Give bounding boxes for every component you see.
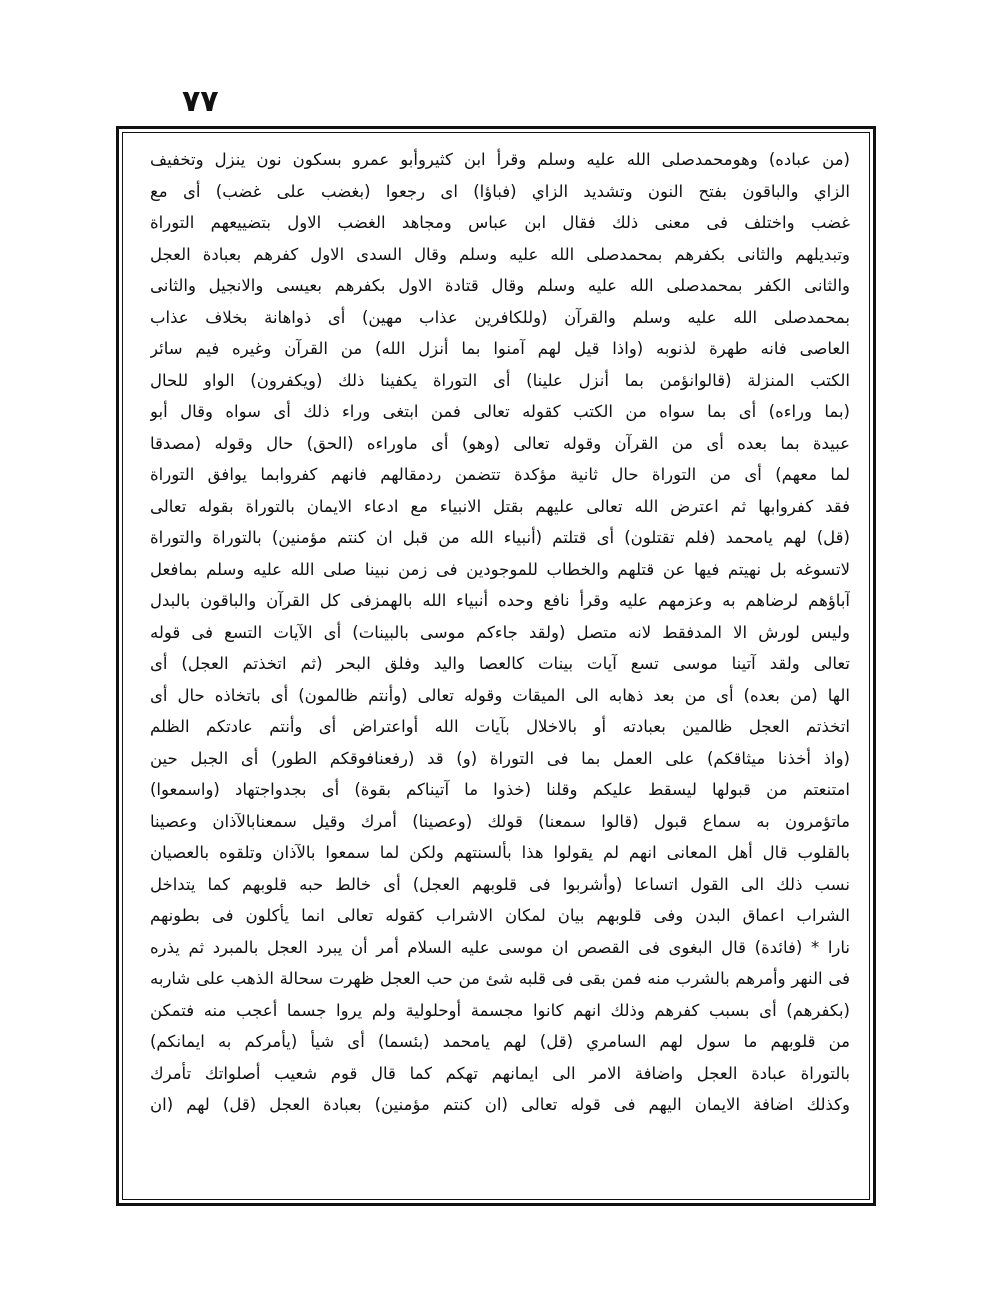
text-line: عبيدة بما بعده أى من القرآن وقوله تعالى (وهو) أى ماوراءه (الحق) حال وقوله (مصدقا [150, 433, 850, 453]
text-line: (بما وراءه) أى بما سواه من الكتب كقوله تعالى فمن ابتغى وراء ذلك أى سواه وقال أبو [150, 402, 850, 421]
text-line: بمحمدصلى الله عليه وسلم والقرآن (وللكافرين عذاب مهين) أى ذواهانة بخلاف عذاب [150, 307, 850, 327]
text-line: العاصى فانه طهرة لذنوبه (واذا قيل لهم آمنوا بما أنزل الله) من القرآن وغيره فيم سائر [150, 339, 850, 358]
text-line: تعالى ولقد آتينا موسى تسع آيات بينات كالعصا واليد وفلق البحر (ثم اتخذتم العجل) أى [150, 654, 850, 673]
text-line: لاتسوغه بل نهيتم فيها عن قتلهم والخطاب للموجودين فى زمن نبينا صلى الله عليه وسلم بمافعل [150, 559, 850, 579]
text-line: (قل) لهم يامحمد (فلم تقتلون) أى قتلتم (أنبياء الله من قبل ان كنتم مؤمنين) بالتوراة والتوراة [150, 528, 850, 547]
text-line: اتخذتم العجل ظالمين بعبادته أو بالاخلال بآيات الله أواعتراض أى وأنتم عادتكم الظلم [150, 717, 850, 736]
text-line: (واذ أخذنا ميثاقكم) على العمل بما فى التوراة (و) قد (رفعنافوقكم الطور) أى الجبل حين [150, 748, 850, 768]
text-line: (من عباده) وهومحمدصلى الله عليه وسلم وقرأ ابن كثيروأبو عمرو بسكون نون ينزل وتخفيف [150, 150, 850, 169]
text-line: الشراب اعماق البدن وفى قلوبهم بيان لمكان الاشراب كقوله تعالى انما يأكلون فى بطونهم [150, 906, 850, 925]
text-line: وليس لورش الا المدفقط لانه متصل (ولقد جاءكم موسى بالبينات) أى الآيات التسع فى قوله [150, 622, 850, 642]
text-line: الكتب المنزلة (قالوانؤمن بما أنزل علينا) أى التوراة يكفينا ذلك (ويكفرون) الواو للحال [150, 370, 850, 390]
page-number: ٧٧ [182, 84, 219, 119]
text-line: بالقلوب قال أهل المعانى انهم لم يقولوا هذا بألسنتهم ولكن لما سمعوا بالآذان وتلقوه بالعصيان [150, 843, 850, 862]
text-line: فى النهر وأمرهم بالشرب منه فمن بقى فى قلبه شئ من حب العجل ظهرت سحالة الذهب على شاربه [150, 969, 850, 988]
text-line: (بكفرهم) أى بسبب كفرهم وذلك انهم كانوا مجسمة أوحلولية ولم يروا جسما أعجب منه فتمكن [150, 1000, 850, 1020]
text-line: غضب واختلف فى معنى ذلك فقال ابن عباس ومجاهد الغضب الاول بتضييعهم التوراة [150, 213, 850, 232]
text-line: آباؤهم لرضاهم به وعزمهم عليه وقرأ نافع وحده أنبياء الله بالهمزفى كل القرآن والباقون بالبدل [150, 591, 850, 610]
text-line: لما معهم) أى من التوراة حال ثانية مؤكدة تتضمن ردمقالهم فانهم كفروابما يوافق التوراة [150, 465, 850, 484]
text-line: الها (من بعده) أى من بعد ذهابه الى الميقات وقوله تعالى (وأنتم ظالمون) أى باتخاذه حال أى [150, 685, 850, 705]
text-line: الزاي والباقون بفتح النون وتشديد الزاي (فباؤا) اى رجعوا (بغضب على غضب) أى مع [150, 181, 850, 201]
text-line: والثانى الكفر بمحمدصلى الله عليه وسلم وقال قتادة الاول بكفرهم بعيسى والانجيل والثانى [150, 276, 850, 295]
text-line: بالتوراة عبادة العجل واضافة الامر الى ايمانهم تهكم كما قال قوم شعيب أصلواتك تأمرك [150, 1063, 850, 1083]
main-text-block [150, 144, 850, 1121]
text-line: فقد كفروابها ثم اعترض الله تعالى عليهم بقتل الانبياء مع ادعاء الايمان بالتوراة بقوله تعالى [150, 496, 850, 516]
text-line: ماتؤمرون به سماع قبول (قالوا سمعنا) قولك (وعصينا) أمرك وقيل سمعنابالآذان وعصينا [150, 811, 850, 831]
text-line: نسب ذلك الى القول اتساعا (وأشربوا فى قلوبهم العجل) أى خالط حبه قلوبهم كما يتداخل [150, 874, 850, 894]
text-line: وكذلك اضافة الايمان اليهم فى قوله تعالى (ان كنتم مؤمنين) بعبادة العجل (قل) لهم (ان [150, 1095, 850, 1114]
text-line: امتنعتم من قبولها ليسقط عليكم وقلنا (خذوا ما آتيناكم بقوة) أى بجدواجتهاد (واسمعوا) [150, 780, 850, 799]
text-line: وتبديلهم والثانى بكفرهم بمحمدصلى الله عليه وسلم وقال السدى الاول كفرهم بعبادة العجل [150, 244, 850, 264]
text-line: من قلوبهم ما سول لهم السامري (قل) لهم يامحمد (بئسما) أى شيأ (يأمركم به ايمانكم) [150, 1032, 850, 1051]
text-line: نارا * (فائدة) قال البغوى فى القصص ان موسى عليه السلام أمر أن يبرد العجل بالمبرد ثم يذره [150, 937, 850, 957]
